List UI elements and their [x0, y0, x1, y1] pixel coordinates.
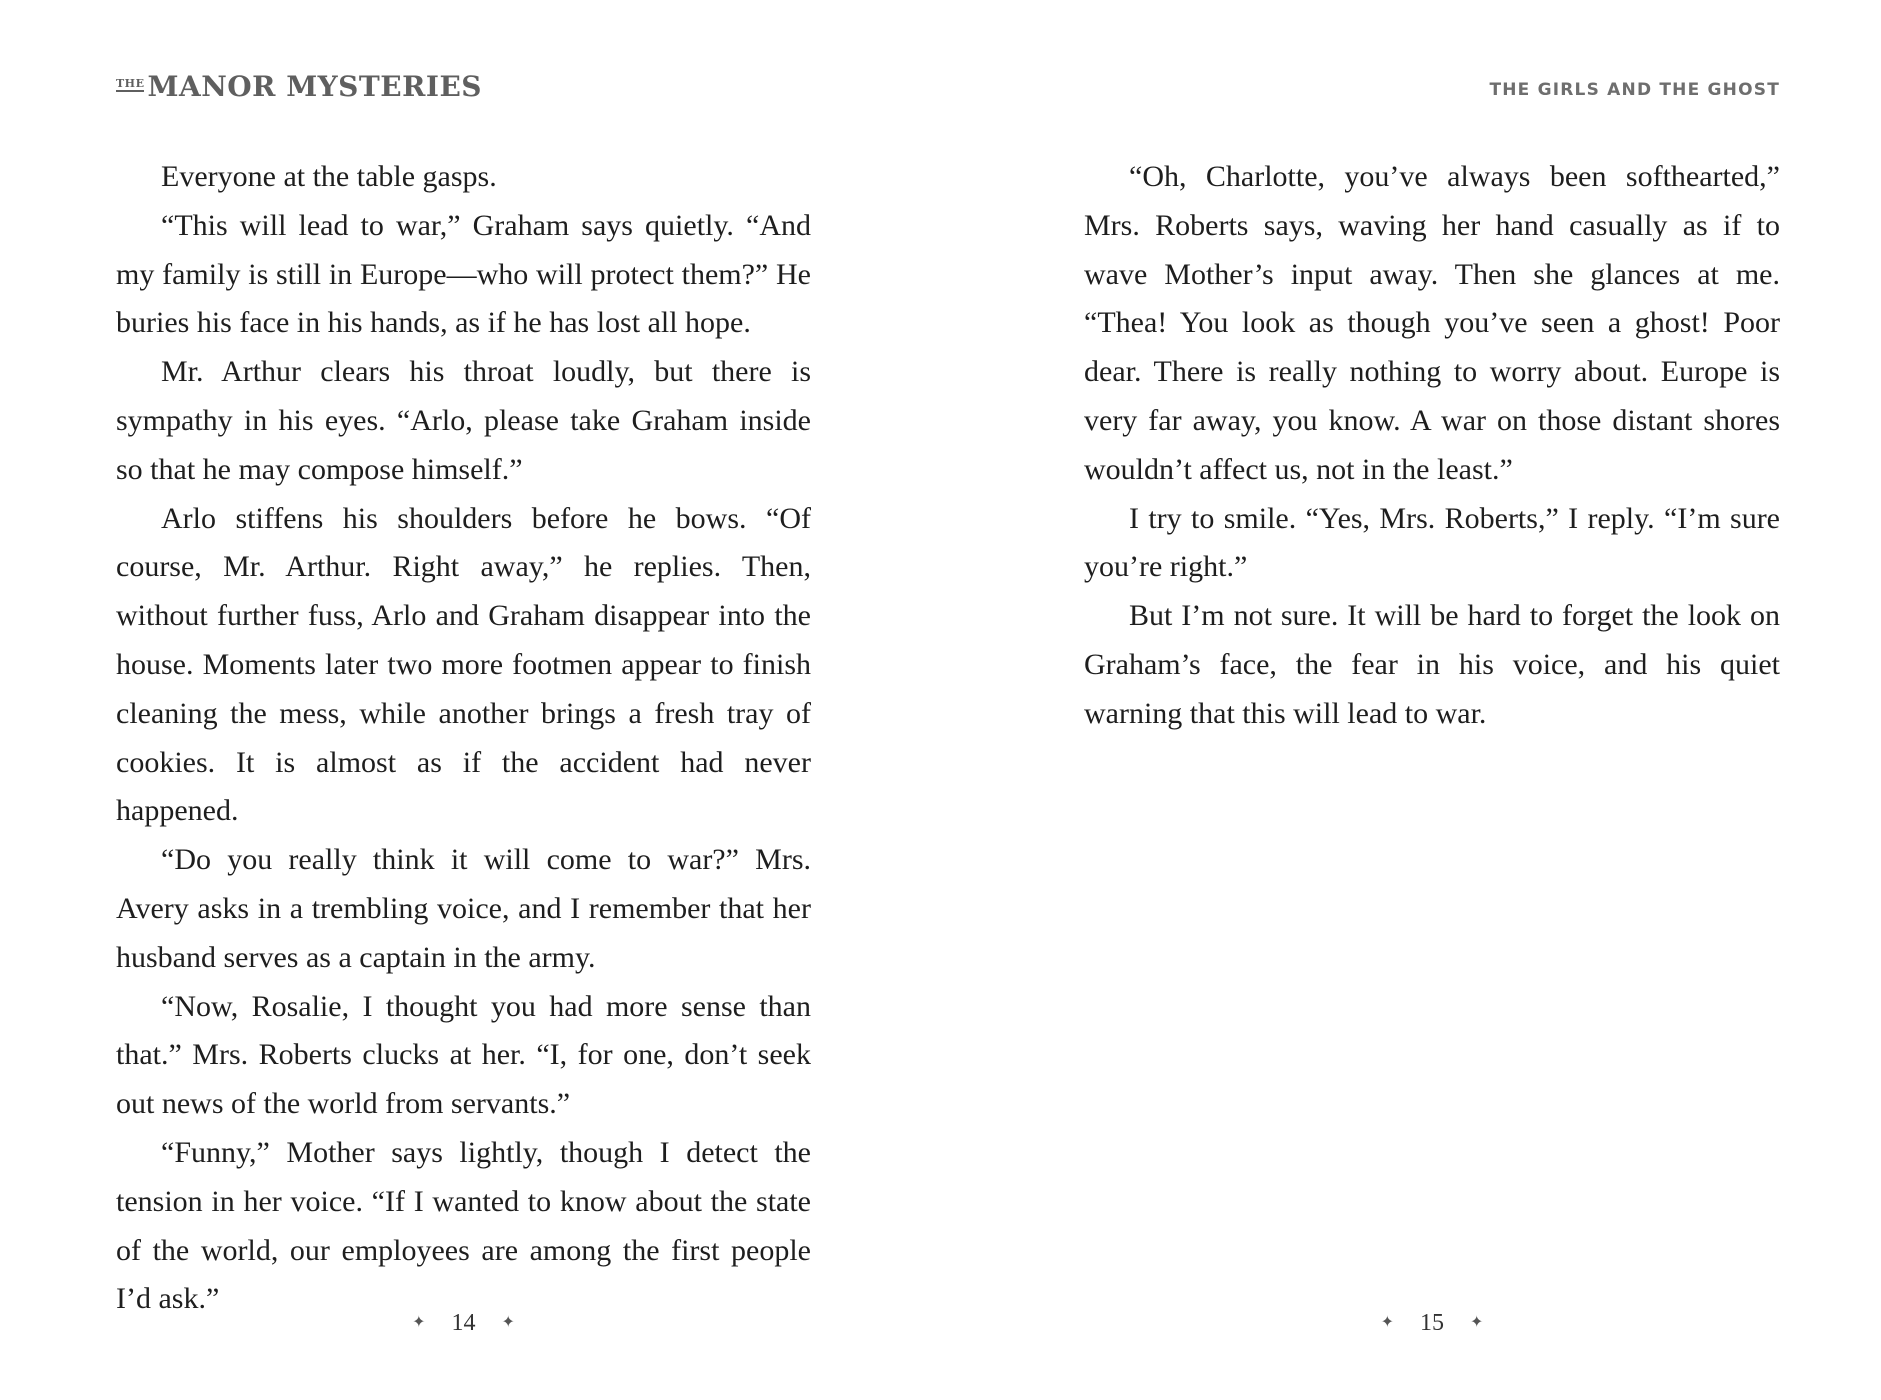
paragraph: “Now, Rosalie, I thought you had more sense than that.” Mrs. Roberts clucks at her. “I, for one, don’t seek out news of the world from servants.”	[116, 989, 811, 1121]
series-logo-title: MANOR MYSTERIES	[147, 70, 482, 103]
ornament-star-icon: ✦	[1470, 1312, 1484, 1331]
paragraph: “This will lead to war,” Graham says quietly. “And my family is still in Europe—who will protect them?” He buries his face in his hands, as if he has lost all hope.	[116, 208, 811, 340]
ornament-star-icon: ✦	[412, 1312, 426, 1331]
book-title: THE GIRLS AND THE GHOST	[1489, 80, 1780, 100]
paragraph: “Funny,” Mother says lightly, though I detect the tension in her voice. “If I wanted to know about the state of the world, our employees are among the first people I’d ask.”	[116, 1135, 811, 1316]
paragraph: “Do you really think it will come to war?” Mrs. Avery asks in a trembling voice, and I remember that her husband serves as a captain in the army.	[116, 843, 811, 974]
left-folio	[116, 1310, 811, 1337]
right-folio	[1084, 1310, 1780, 1337]
paragraph: I try to smile. “Yes, Mrs. Roberts,” I reply. “I’m sure you’re right.”	[1084, 501, 1780, 584]
paragraph: “Oh, Charlotte, you’ve always been softhearted,” Mrs. Roberts says, waving her hand casually as if to wave Mother’s input away. Then she glances at me. “Thea! You look as though you’ve seen a ghost! Poor dear. There is really nothing to worry about. Europe is very far away, you know. A war on those distant shores wouldn’t affect us, not in the least.”	[1084, 160, 1780, 486]
left-page-text	[116, 153, 811, 1324]
ornament-star-icon: ✦	[1380, 1312, 1394, 1331]
page-number: 14	[451, 1310, 476, 1336]
left-running-head	[116, 70, 811, 110]
paragraph: Everyone at the table gasps.	[161, 160, 497, 193]
ornament-star-icon: ✦	[501, 1312, 515, 1331]
series-logo	[116, 70, 482, 103]
page-number: 15	[1420, 1310, 1444, 1336]
left-page	[116, 0, 811, 1400]
right-page	[1084, 0, 1780, 1400]
paragraph: Mr. Arthur clears his throat loudly, but there is sympathy in his eyes. “Arlo, please take Graham inside so that he may compose himself.”	[116, 355, 811, 486]
right-running-head	[1084, 70, 1780, 110]
paragraph: Arlo stiffens his shoulders before he bows. “Of course, Mr. Arthur. Right away,” he replies. Then, without further fuss, Arlo and Graham disappear into the house. Moments later two more footmen appear to finish cleaning the mess, while another brings a fresh tray of cookies. It is almost as if the accident had never happened.	[116, 501, 811, 828]
right-page-text	[1084, 153, 1780, 739]
paragraph: But I’m not sure. It will be hard to forget the look on Graham’s face, the fear in his voice, and his quiet warning that this will lead to war.	[1084, 599, 1780, 730]
series-logo-the: THE	[116, 77, 145, 90]
